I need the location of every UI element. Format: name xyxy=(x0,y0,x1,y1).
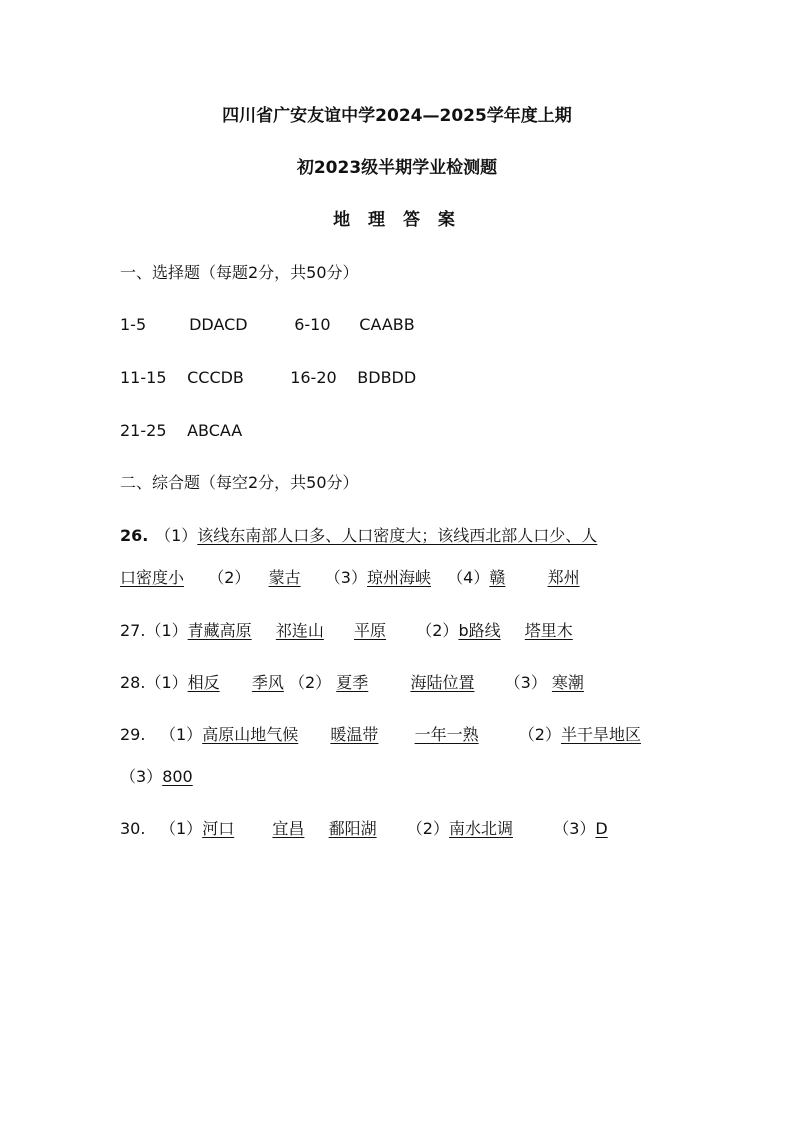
q26-part3-label: （3） xyxy=(324,568,367,587)
q26-part1-label: （1） xyxy=(155,526,198,545)
q26-part4-label: （4） xyxy=(447,568,490,587)
q29-answer2: 暖温带 xyxy=(330,725,379,744)
mc-answers: DDACD xyxy=(189,315,248,334)
q29-part3-label: （3） xyxy=(120,767,163,786)
q28-line xyxy=(120,672,720,694)
q28-answer4: 海陆位置 xyxy=(410,673,475,692)
q28-part2-label: （2） xyxy=(288,673,332,692)
q28-part3-label: （3） xyxy=(504,673,547,692)
q28-answer1: 相反 xyxy=(187,673,220,692)
q29-line1 xyxy=(120,724,720,746)
title-exam: 初2023级半期学业检测题 xyxy=(296,158,498,178)
q30-line xyxy=(120,818,720,840)
mc-range: 11-15 xyxy=(120,368,167,387)
q27-number: 27. xyxy=(120,621,146,640)
mc-row-3 xyxy=(120,420,720,442)
q30-part2-label: （2） xyxy=(406,819,449,838)
q27-answer3: 平原 xyxy=(354,621,387,640)
q30-answer3: 鄱阳湖 xyxy=(328,819,377,838)
q30-part1-label: （1） xyxy=(160,819,203,838)
q28-answer5: 寒潮 xyxy=(551,673,584,692)
q28-part1-label: （1） xyxy=(145,673,188,692)
q29-part1-label: （1） xyxy=(160,725,203,744)
q26-line1 xyxy=(120,525,720,547)
q30-answer4: 南水北调 xyxy=(448,819,513,838)
q26-number: 26. xyxy=(120,526,149,545)
mc-row-1 xyxy=(120,314,720,336)
mc-row-2 xyxy=(120,367,720,389)
q29-number: 29. xyxy=(120,725,146,744)
mc-answers: ABCAA xyxy=(187,421,243,440)
q28-answer3: 夏季 xyxy=(336,673,369,692)
q29-answer5: 800 xyxy=(162,767,193,786)
mc-range: 6-10 xyxy=(294,315,331,334)
q26-answer2: 蒙古 xyxy=(268,568,301,587)
q30-answer5: D xyxy=(595,819,608,838)
q27-answer5: 塔里木 xyxy=(524,621,573,640)
q30-answer1: 河口 xyxy=(202,819,235,838)
q30-part3-label: （3） xyxy=(553,819,596,838)
q28-number: 28. xyxy=(120,673,146,692)
q26-answer1-part-b: 口密度小 xyxy=(120,568,185,587)
q27-part2-label: （2） xyxy=(416,621,459,640)
title-subject: 地 理 答 案 xyxy=(333,210,461,230)
q29-answer3: 一年一熟 xyxy=(414,725,479,744)
q29-answer1: 高原山地气候 xyxy=(202,725,299,744)
section2-heading: 二、综合题（每空2分，共50分） xyxy=(120,473,359,492)
q29-line2 xyxy=(120,766,720,788)
q26-part2-label: （2） xyxy=(208,568,251,587)
section1-heading: 一、选择题（每题2分，共50分） xyxy=(120,263,359,282)
q30-number: 30. xyxy=(120,819,146,838)
mc-range: 1-5 xyxy=(120,315,147,334)
q29-answer4: 半干旱地区 xyxy=(560,725,641,744)
q26-answer4-a: 赣 xyxy=(489,568,506,587)
q27-answer4: b路线 xyxy=(458,621,501,640)
q27-answer1: 青藏高原 xyxy=(187,621,252,640)
q26-answer3: 琼州海峡 xyxy=(366,568,431,587)
q29-part2-label: （2） xyxy=(518,725,561,744)
q26-line2 xyxy=(120,567,720,589)
q27-answer2: 祁连山 xyxy=(275,621,324,640)
mc-answers: BDBDD xyxy=(357,368,417,387)
q27-part1-label: （1） xyxy=(145,621,188,640)
q26-answer1-part-a: 该线东南部人口多、人口密度大；该线西北部人口少、人 xyxy=(197,526,598,545)
mc-range: 21-25 xyxy=(120,421,167,440)
q30-answer2: 宜昌 xyxy=(272,819,305,838)
title-school: 四川省广安友谊中学2024—2025学年度上期 xyxy=(222,106,572,126)
mc-answers: CCCDB xyxy=(187,368,244,387)
mc-range: 16-20 xyxy=(290,368,337,387)
q26-answer4-b: 郑州 xyxy=(547,568,580,587)
q28-answer2: 季风 xyxy=(251,673,284,692)
q27-line xyxy=(120,620,720,642)
mc-answers: CAABB xyxy=(359,315,415,334)
